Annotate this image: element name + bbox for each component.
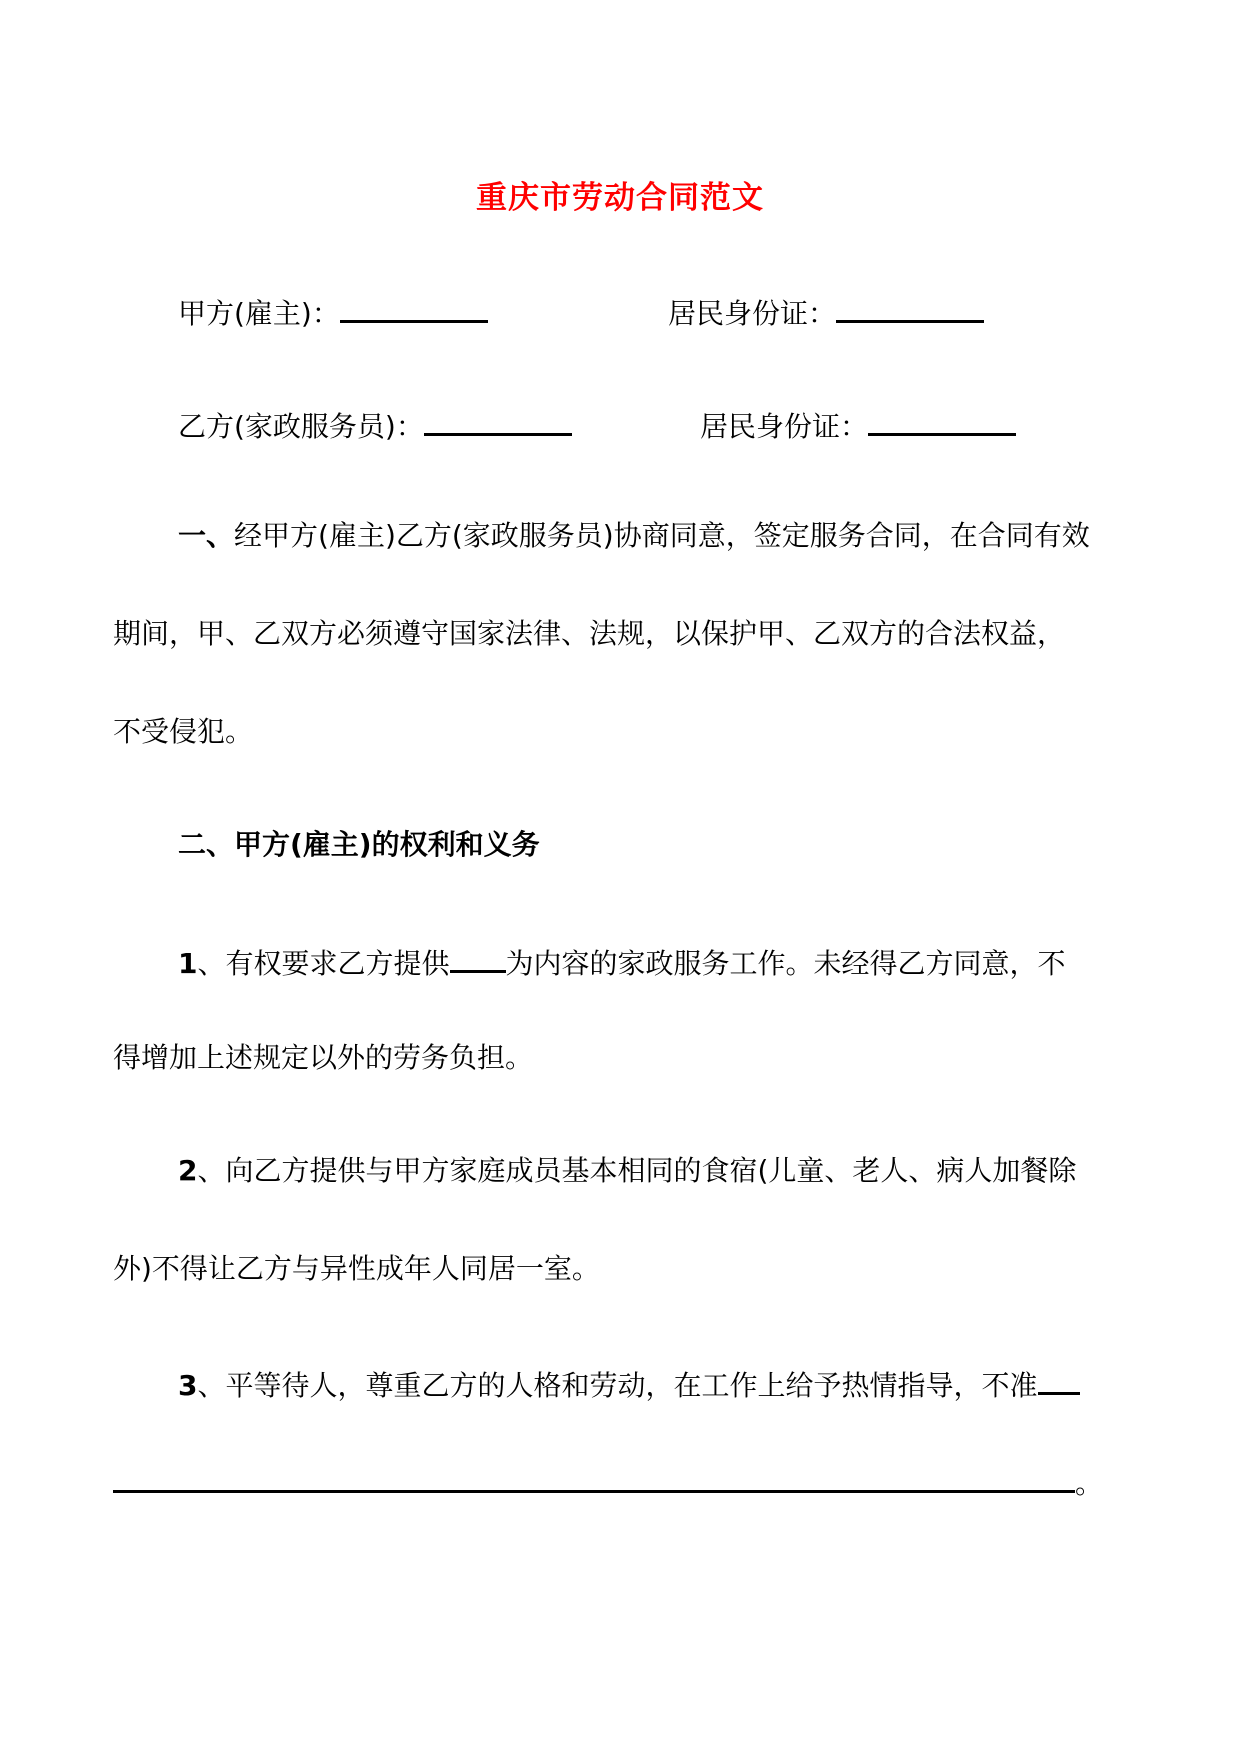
item2-number: 2 (178, 1154, 198, 1187)
party-b-id-row (700, 403, 1016, 447)
item3-sep: 、 (197, 1369, 226, 1402)
party-b-id-blank[interactable] (868, 403, 1016, 436)
item3-line2 (113, 1460, 1103, 1504)
party-b-row (178, 403, 572, 447)
item3-end: 。 (1075, 1467, 1104, 1500)
item2-line2: 外)不得让乙方与异性成年人同居一室。 (113, 1252, 600, 1285)
party-a-id-blank[interactable] (836, 290, 984, 323)
clause1-line3: 不受侵犯。 (113, 715, 254, 748)
item2-line1 (178, 1151, 1076, 1191)
item1-text-before: 有权要求乙方提供 (225, 947, 450, 980)
item1-line1 (178, 940, 1066, 984)
item2-text-1: 向乙方提供与甲方家庭成员基本相同的食宿(儿童、老人、病人加餐除 (225, 1154, 1077, 1187)
item1-number: 1 (178, 947, 198, 980)
document-title: 重庆市劳动合同范文 (476, 180, 764, 216)
item1-sep: 、 (197, 947, 226, 980)
clause1-text-1: 经甲方(雇主)乙方(家政服务员)协商同意，签定服务合同，在合同有效 (234, 519, 1090, 552)
item1-service-blank[interactable] (450, 940, 506, 973)
party-a-id-row (668, 290, 984, 334)
party-b-name-blank[interactable] (424, 403, 572, 436)
clause2-heading: 二、甲方(雇主)的权利和义务 (178, 828, 540, 861)
item3-number: 3 (178, 1369, 198, 1402)
party-a-id-label: 居民身份证： (668, 297, 837, 330)
party-b-id-label: 居民身份证： (700, 410, 869, 443)
party-a-name-blank[interactable] (340, 290, 488, 323)
item3-line1 (178, 1362, 1080, 1406)
party-a-row (178, 290, 488, 334)
item1-line2: 得增加上述规定以外的劳务负担。 (113, 1041, 534, 1074)
clause1-line1 (178, 516, 1090, 556)
item2-sep: 、 (197, 1154, 226, 1187)
item3-text-1: 平等待人，尊重乙方的人格和劳动，在工作上给予热情指导，不准 (225, 1369, 1038, 1402)
item3-blank-long[interactable] (113, 1460, 1075, 1493)
party-a-label: 甲方(雇主)： (178, 297, 340, 330)
item1-text-after: 为内容的家政服务工作。未经得乙方同意，不 (505, 947, 1066, 980)
item3-blank-start[interactable] (1038, 1362, 1080, 1395)
party-b-label: 乙方(家政服务员)： (178, 410, 424, 443)
clause1-line2: 期间，甲、乙双方必须遵守国家法律、法规，以保护甲、乙双方的合法权益， (113, 617, 1066, 650)
clause1-number: 一、 (178, 519, 235, 552)
